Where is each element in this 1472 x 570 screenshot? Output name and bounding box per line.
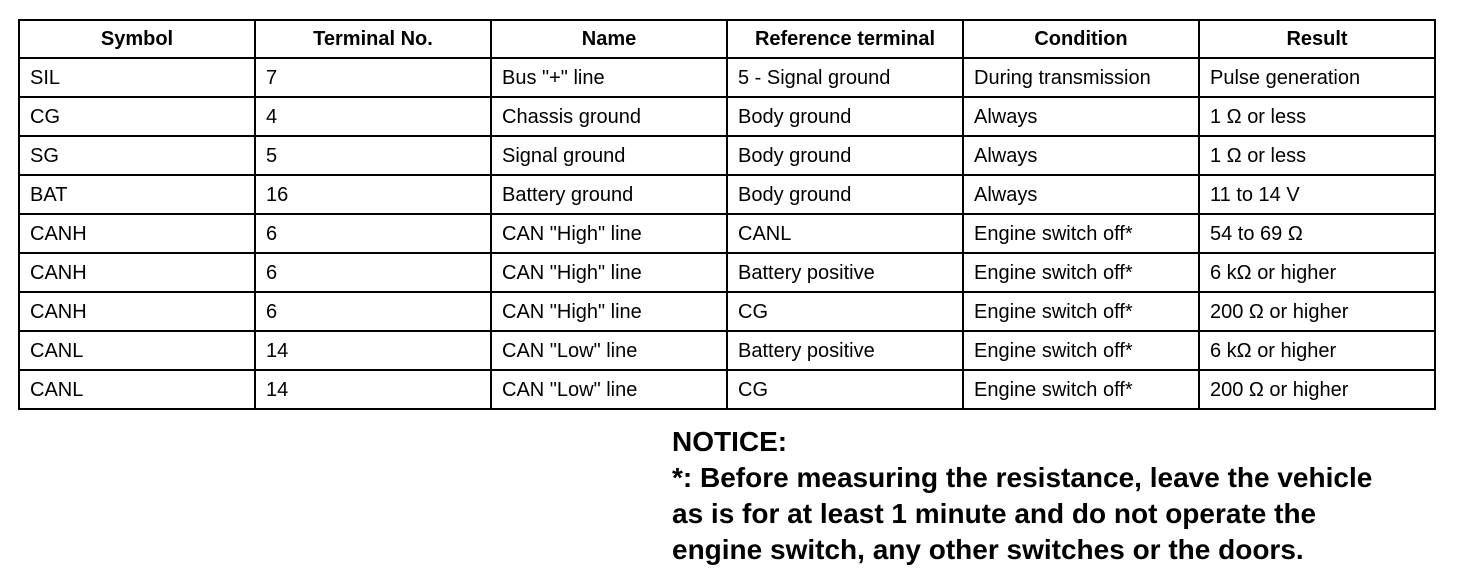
cell-condition: Engine switch off*: [963, 370, 1199, 409]
header-result: Result: [1199, 20, 1435, 58]
cell-name: Battery ground: [491, 175, 727, 214]
cell-terminal-no: 14: [255, 331, 491, 370]
cell-condition: Always: [963, 97, 1199, 136]
cell-name: Chassis ground: [491, 97, 727, 136]
cell-condition: Engine switch off*: [963, 214, 1199, 253]
cell-symbol: SIL: [19, 58, 255, 97]
cell-result: 200 Ω or higher: [1199, 292, 1435, 331]
cell-result: 1 Ω or less: [1199, 97, 1435, 136]
cell-reference-terminal: Body ground: [727, 97, 963, 136]
cell-name: CAN "Low" line: [491, 331, 727, 370]
header-name: Name: [491, 20, 727, 58]
cell-condition: Engine switch off*: [963, 331, 1199, 370]
cell-reference-terminal: 5 - Signal ground: [727, 58, 963, 97]
cell-terminal-no: 4: [255, 97, 491, 136]
cell-reference-terminal: Body ground: [727, 136, 963, 175]
cell-symbol: CANH: [19, 292, 255, 331]
cell-name: CAN "High" line: [491, 292, 727, 331]
cell-terminal-no: 7: [255, 58, 491, 97]
cell-result: 6 kΩ or higher: [1199, 331, 1435, 370]
cell-terminal-no: 6: [255, 214, 491, 253]
cell-result: 1 Ω or less: [1199, 136, 1435, 175]
table-row: [19, 292, 1435, 331]
notice-line: engine switch, any other switches or the doors.: [672, 534, 1304, 565]
cell-reference-terminal: CANL: [727, 214, 963, 253]
cell-symbol: CG: [19, 97, 255, 136]
notice-title: NOTICE:: [672, 426, 788, 457]
cell-symbol: BAT: [19, 175, 255, 214]
cell-condition: Engine switch off*: [963, 292, 1199, 331]
cell-symbol: SG: [19, 136, 255, 175]
table-row: [19, 331, 1435, 370]
table-row: [19, 97, 1435, 136]
cell-result: Pulse generation: [1199, 58, 1435, 97]
cell-reference-terminal: CG: [727, 292, 963, 331]
header-condition: Condition: [963, 20, 1199, 58]
header-reference-terminal: Reference terminal: [727, 20, 963, 58]
table-row: [19, 58, 1435, 97]
notice-block: [672, 424, 1452, 568]
cell-condition: Always: [963, 175, 1199, 214]
cell-condition: Always: [963, 136, 1199, 175]
table-row: [19, 175, 1435, 214]
cell-result: 54 to 69 Ω: [1199, 214, 1435, 253]
cell-condition: During transmission: [963, 58, 1199, 97]
notice-line: as is for at least 1 minute and do not operate the: [672, 498, 1317, 529]
table-row: [19, 214, 1435, 253]
cell-terminal-no: 14: [255, 370, 491, 409]
cell-name: CAN "Low" line: [491, 370, 727, 409]
terminal-spec-table: [18, 19, 1436, 410]
cell-symbol: CANH: [19, 214, 255, 253]
cell-condition: Engine switch off*: [963, 253, 1199, 292]
table-row: [19, 370, 1435, 409]
cell-symbol: CANL: [19, 331, 255, 370]
table-row: [19, 136, 1435, 175]
table-header-row: [19, 20, 1435, 58]
cell-reference-terminal: Body ground: [727, 175, 963, 214]
cell-name: Signal ground: [491, 136, 727, 175]
table-row: [19, 253, 1435, 292]
cell-reference-terminal: Battery positive: [727, 253, 963, 292]
cell-result: 200 Ω or higher: [1199, 370, 1435, 409]
cell-terminal-no: 6: [255, 292, 491, 331]
cell-terminal-no: 16: [255, 175, 491, 214]
header-terminal-no: Terminal No.: [255, 20, 491, 58]
cell-name: CAN "High" line: [491, 214, 727, 253]
cell-name: Bus "+" line: [491, 58, 727, 97]
header-symbol: Symbol: [19, 20, 255, 58]
cell-reference-terminal: Battery positive: [727, 331, 963, 370]
cell-reference-terminal: CG: [727, 370, 963, 409]
cell-symbol: CANH: [19, 253, 255, 292]
cell-name: CAN "High" line: [491, 253, 727, 292]
cell-result: 6 kΩ or higher: [1199, 253, 1435, 292]
cell-terminal-no: 6: [255, 253, 491, 292]
cell-terminal-no: 5: [255, 136, 491, 175]
cell-symbol: CANL: [19, 370, 255, 409]
cell-result: 11 to 14 V: [1199, 175, 1435, 214]
notice-line: *: Before measuring the resistance, leave the vehicle: [672, 462, 1373, 493]
